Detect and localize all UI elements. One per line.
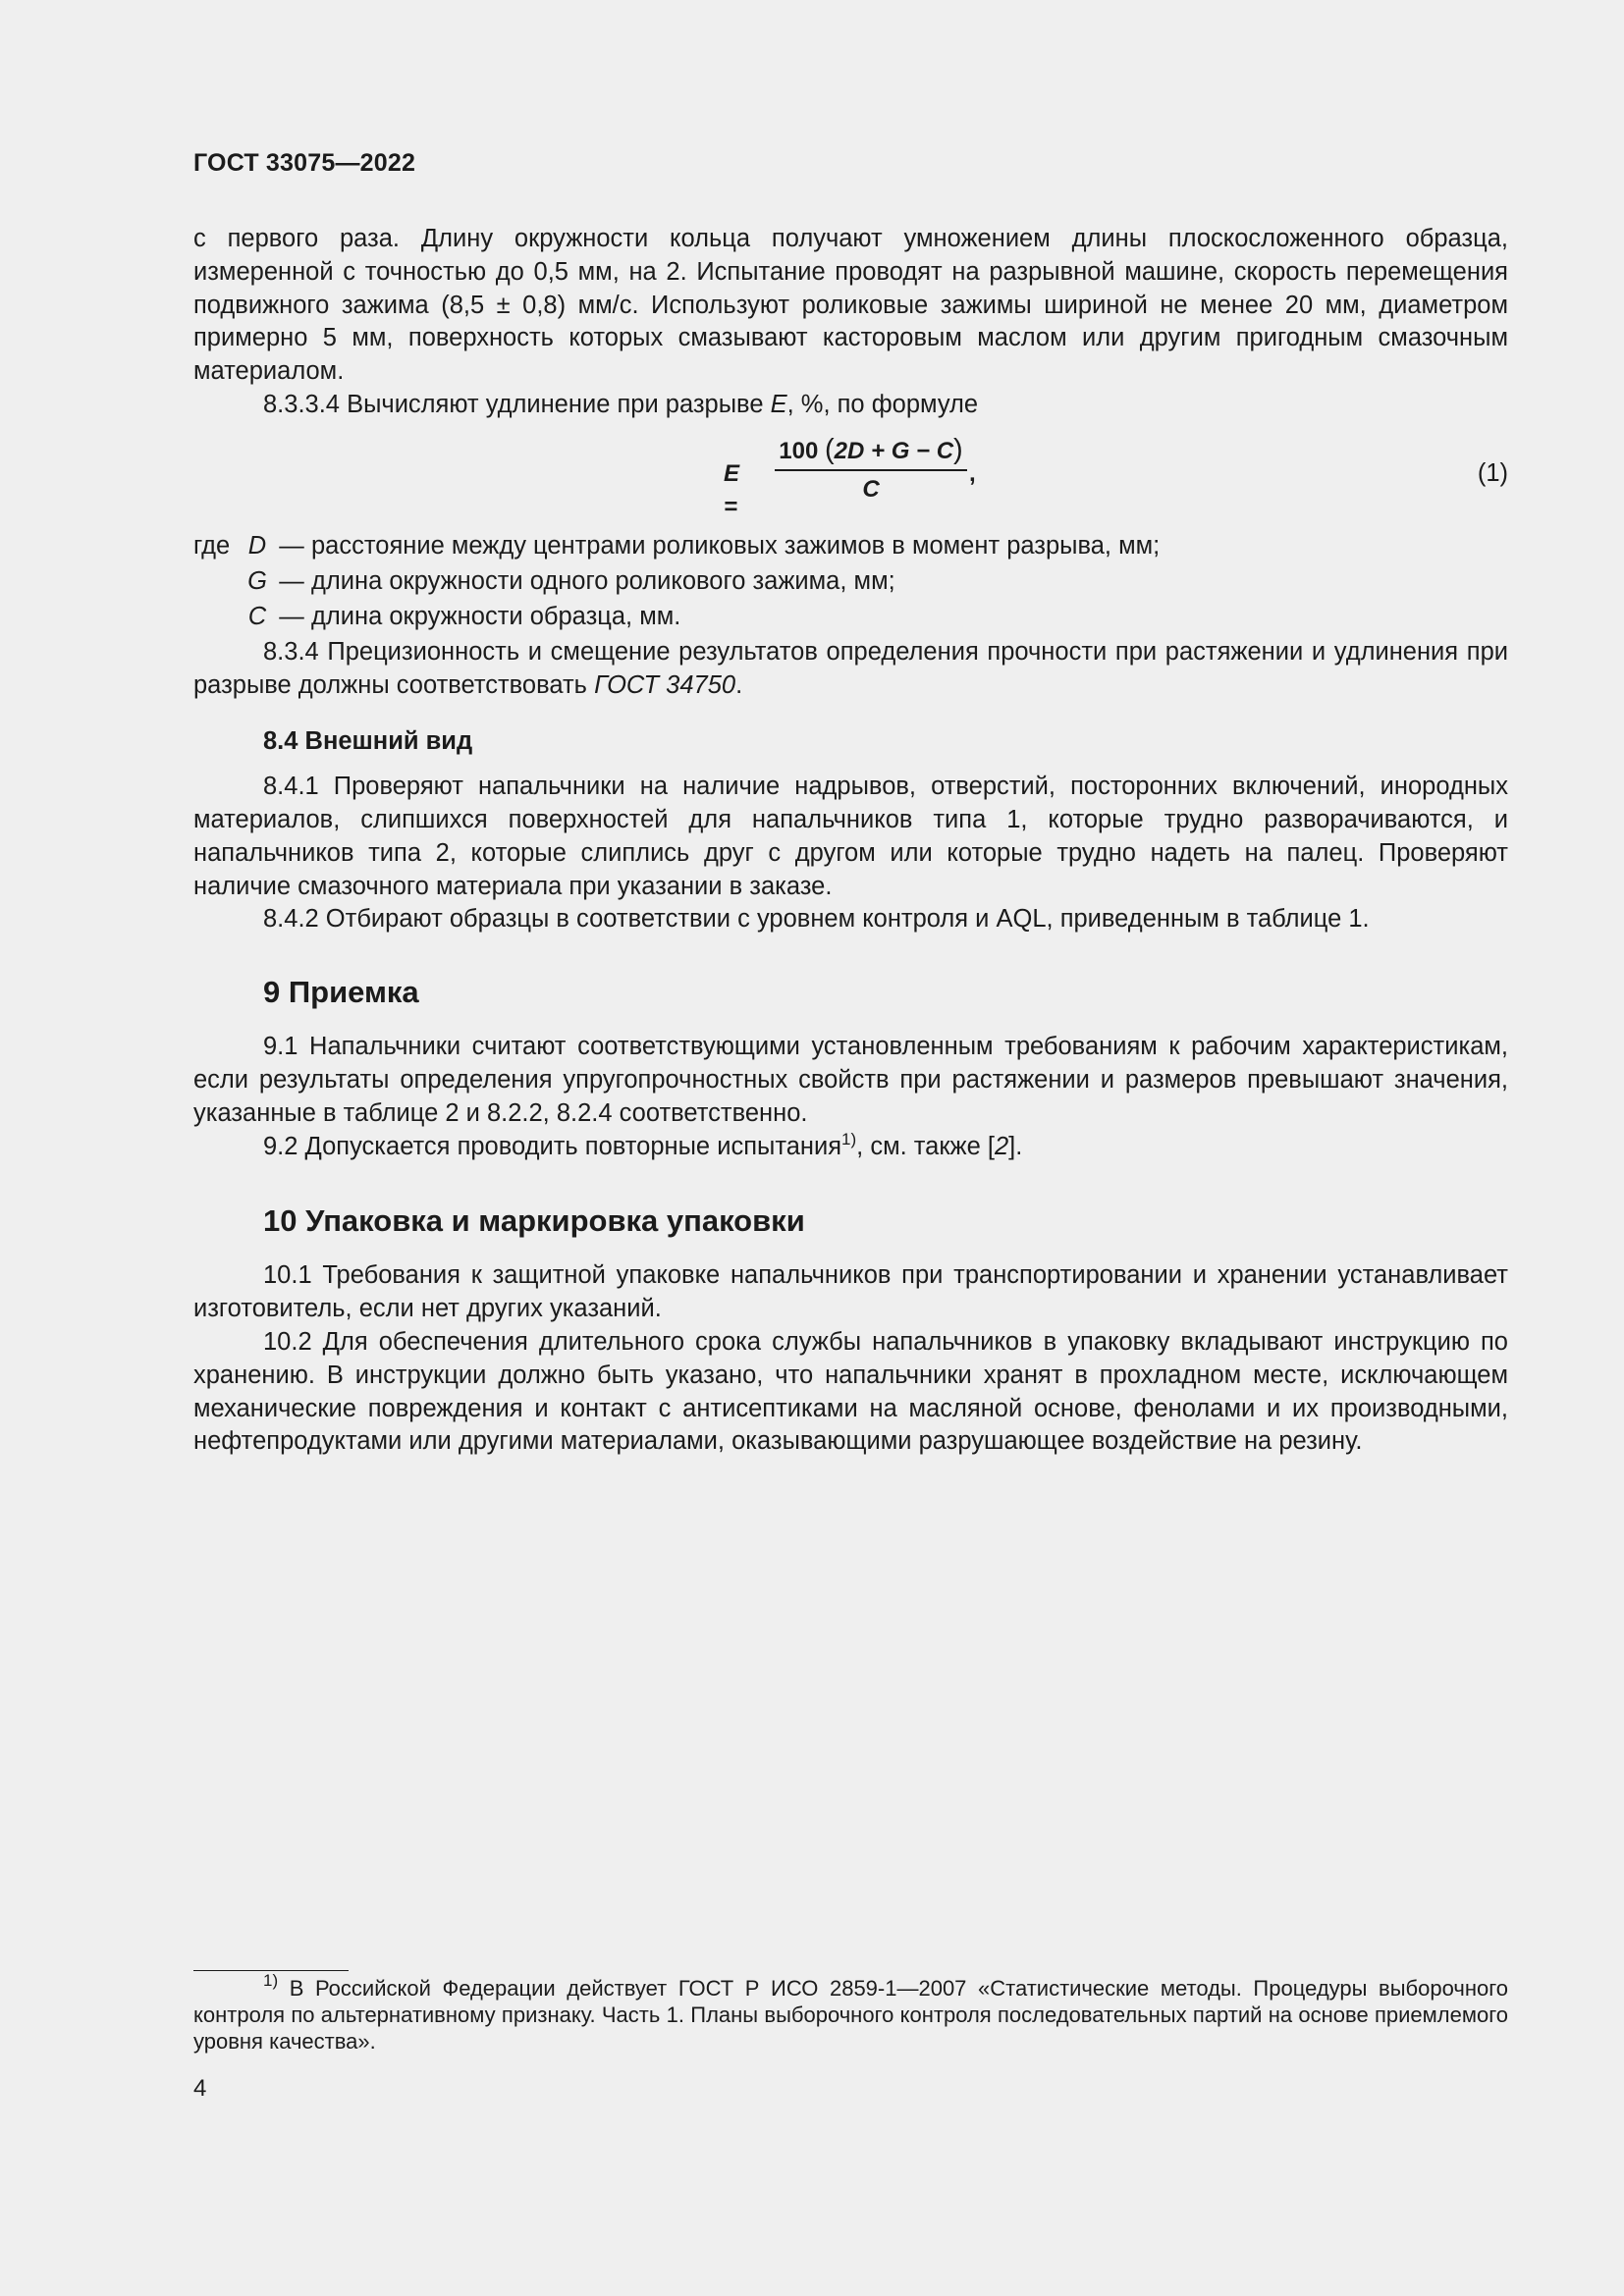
paragraph-8-3-3-4-text-a: 8.3.3.4 Вычисляют удлинение при разрыве [263,390,771,418]
formula-lhs: E = [724,459,740,520]
paragraph-8-3-4 [193,636,1508,703]
document-body [193,223,1508,1459]
paragraph-8-4-1: 8.4.1 Проверяют напальчники на наличие надрывов, отверстий, посторонних включений, инородных материалов, слипшихся поверхностей для напальчников типа 1, которые трудно разворачиваются, и напальчников типа 2, которые слиплись друг с другом или которые трудно надеть на палец. Проверяют наличие смазочного материала при указании в заказе. [193,773,1508,900]
standard-reference: ГОСТ 34750 [594,670,736,699]
paragraph-9-2-end: ]. [1008,1132,1023,1160]
footnote-marker: 1) [841,1129,857,1148]
definition-row [193,530,1508,565]
paragraph-continuation: с первого раза. Длину окружности кольца получают умножением длины плоскосложенного образца, измеренной с точностью до 0,5 мм, на 2. Испытание проводят на разрывной машине, скорость перемещения подвижного зажима (8,5 ± 0,8) мм/с. Используют роликовые зажимы шириной не менее 20 мм, диаметром примерно 5 мм, поверхность которых смазывают касторовым маслом или другим пригодным смазочным материалом. [193,225,1508,386]
footnote-text: В Российской Федерации действует ГОСТ Р ИСО 2859-1—2007 «Статистические методы. Процедуры выборочного контроля по альтернативному признаку. Часть 1. Планы выборочного контроля последовательных партий на основе приемлемого уровня качества». [193,1976,1508,2054]
definition-row [193,565,1508,601]
definition-text: длина окружности одного роликового зажима, мм; [311,566,895,595]
paragraph-8-3-3-4-text-b: , %, по формуле [786,390,979,418]
section-heading-9: 9 Приемка [263,975,419,1010]
formula-numerator-expr: 2D + G − C [834,437,954,464]
definitions-list [193,530,1508,636]
paragraph-9-2 [193,1131,1508,1164]
definition-symbol: G [247,566,267,595]
formula-block [193,426,1508,520]
definition-dash: — [279,566,304,595]
paragraph-8-3-4-end: . [735,670,743,699]
definition-symbol: D [247,531,267,560]
paragraph-9-1: 9.1 Напальчники считают соответствующими установленным требованиям к рабочим характеристикам, если результаты определения упругопрочностных свойств при растяжении и размеров превышают значения, указанные в таблице 2 и 8.2.2, 8.2.4 соответственно. [193,1033,1508,1127]
formula-paren-close: ) [953,433,963,465]
document-header-title: ГОСТ 33075—2022 [193,149,416,177]
formula-fraction [775,434,967,507]
definition-row [193,601,1508,636]
formula-number: (1) [1477,458,1508,487]
footnote-mark: 1) [263,1970,279,1990]
formula-comma: , [969,459,976,487]
definition-text: расстояние между центрами роликовых зажимов в момент разрыва, мм; [311,531,1161,560]
formula-numerator-coef: 100 [779,437,825,464]
formula-paren-open: ( [824,433,835,465]
subsection-heading-8-4: 8.4 Внешний вид [263,727,473,756]
definition-symbol: C [247,602,267,630]
bibliography-reference: 2 [994,1132,1009,1160]
definition-lead: где [193,531,231,560]
paragraph-8-3-3-4 [193,389,1508,422]
paragraph-10-2: 10.2 Для обеспечения длительного срока службы напальчников в упаковку вкладывают инструкцию по хранению. В инструкции должно быть указано, что напальчники хранят в прохладном месте, исключающем механические повреждения и контакт с антисептиками на масляной основе, фенолами и их производными, нефтепродуктами или другими материалами, оказывающими разрушающее воздействие на резину. [193,1327,1508,1456]
page-number: 4 [193,2075,207,2102]
paragraph-10-1: 10.1 Требования к защитной упаковке напальчников при транспортировании и хранении устанавливает изготовитель, если нет других указаний. [193,1261,1508,1323]
formula-numerator [775,434,967,465]
paragraph-8-4-2: 8.4.2 Отбирают образцы в соответствии с уровнем контроля и AQL, приведенным в таблице 1. [263,905,1370,934]
formula-denominator: C [862,475,880,503]
paragraph-8-3-4-text: 8.3.4 Прецизионность и смещение результатов определения прочности при растяжении и удлинения при разрыве должны соответствовать [193,637,1508,699]
paragraph-8-3-3-4-var: E [770,390,787,418]
definition-dash: — [279,531,304,560]
paragraph-9-2-text-mid: , см. также [ [856,1132,995,1160]
definition-dash: — [279,602,304,630]
formula-fraction-bar [775,469,967,471]
section-heading-10: 10 Упаковка и маркировка упаковки [263,1203,805,1239]
paragraph-9-2-text: 9.2 Допускается проводить повторные испытания [263,1132,842,1160]
footnote [193,1970,1508,2055]
definition-text: длина окружности образца, мм. [311,602,681,630]
